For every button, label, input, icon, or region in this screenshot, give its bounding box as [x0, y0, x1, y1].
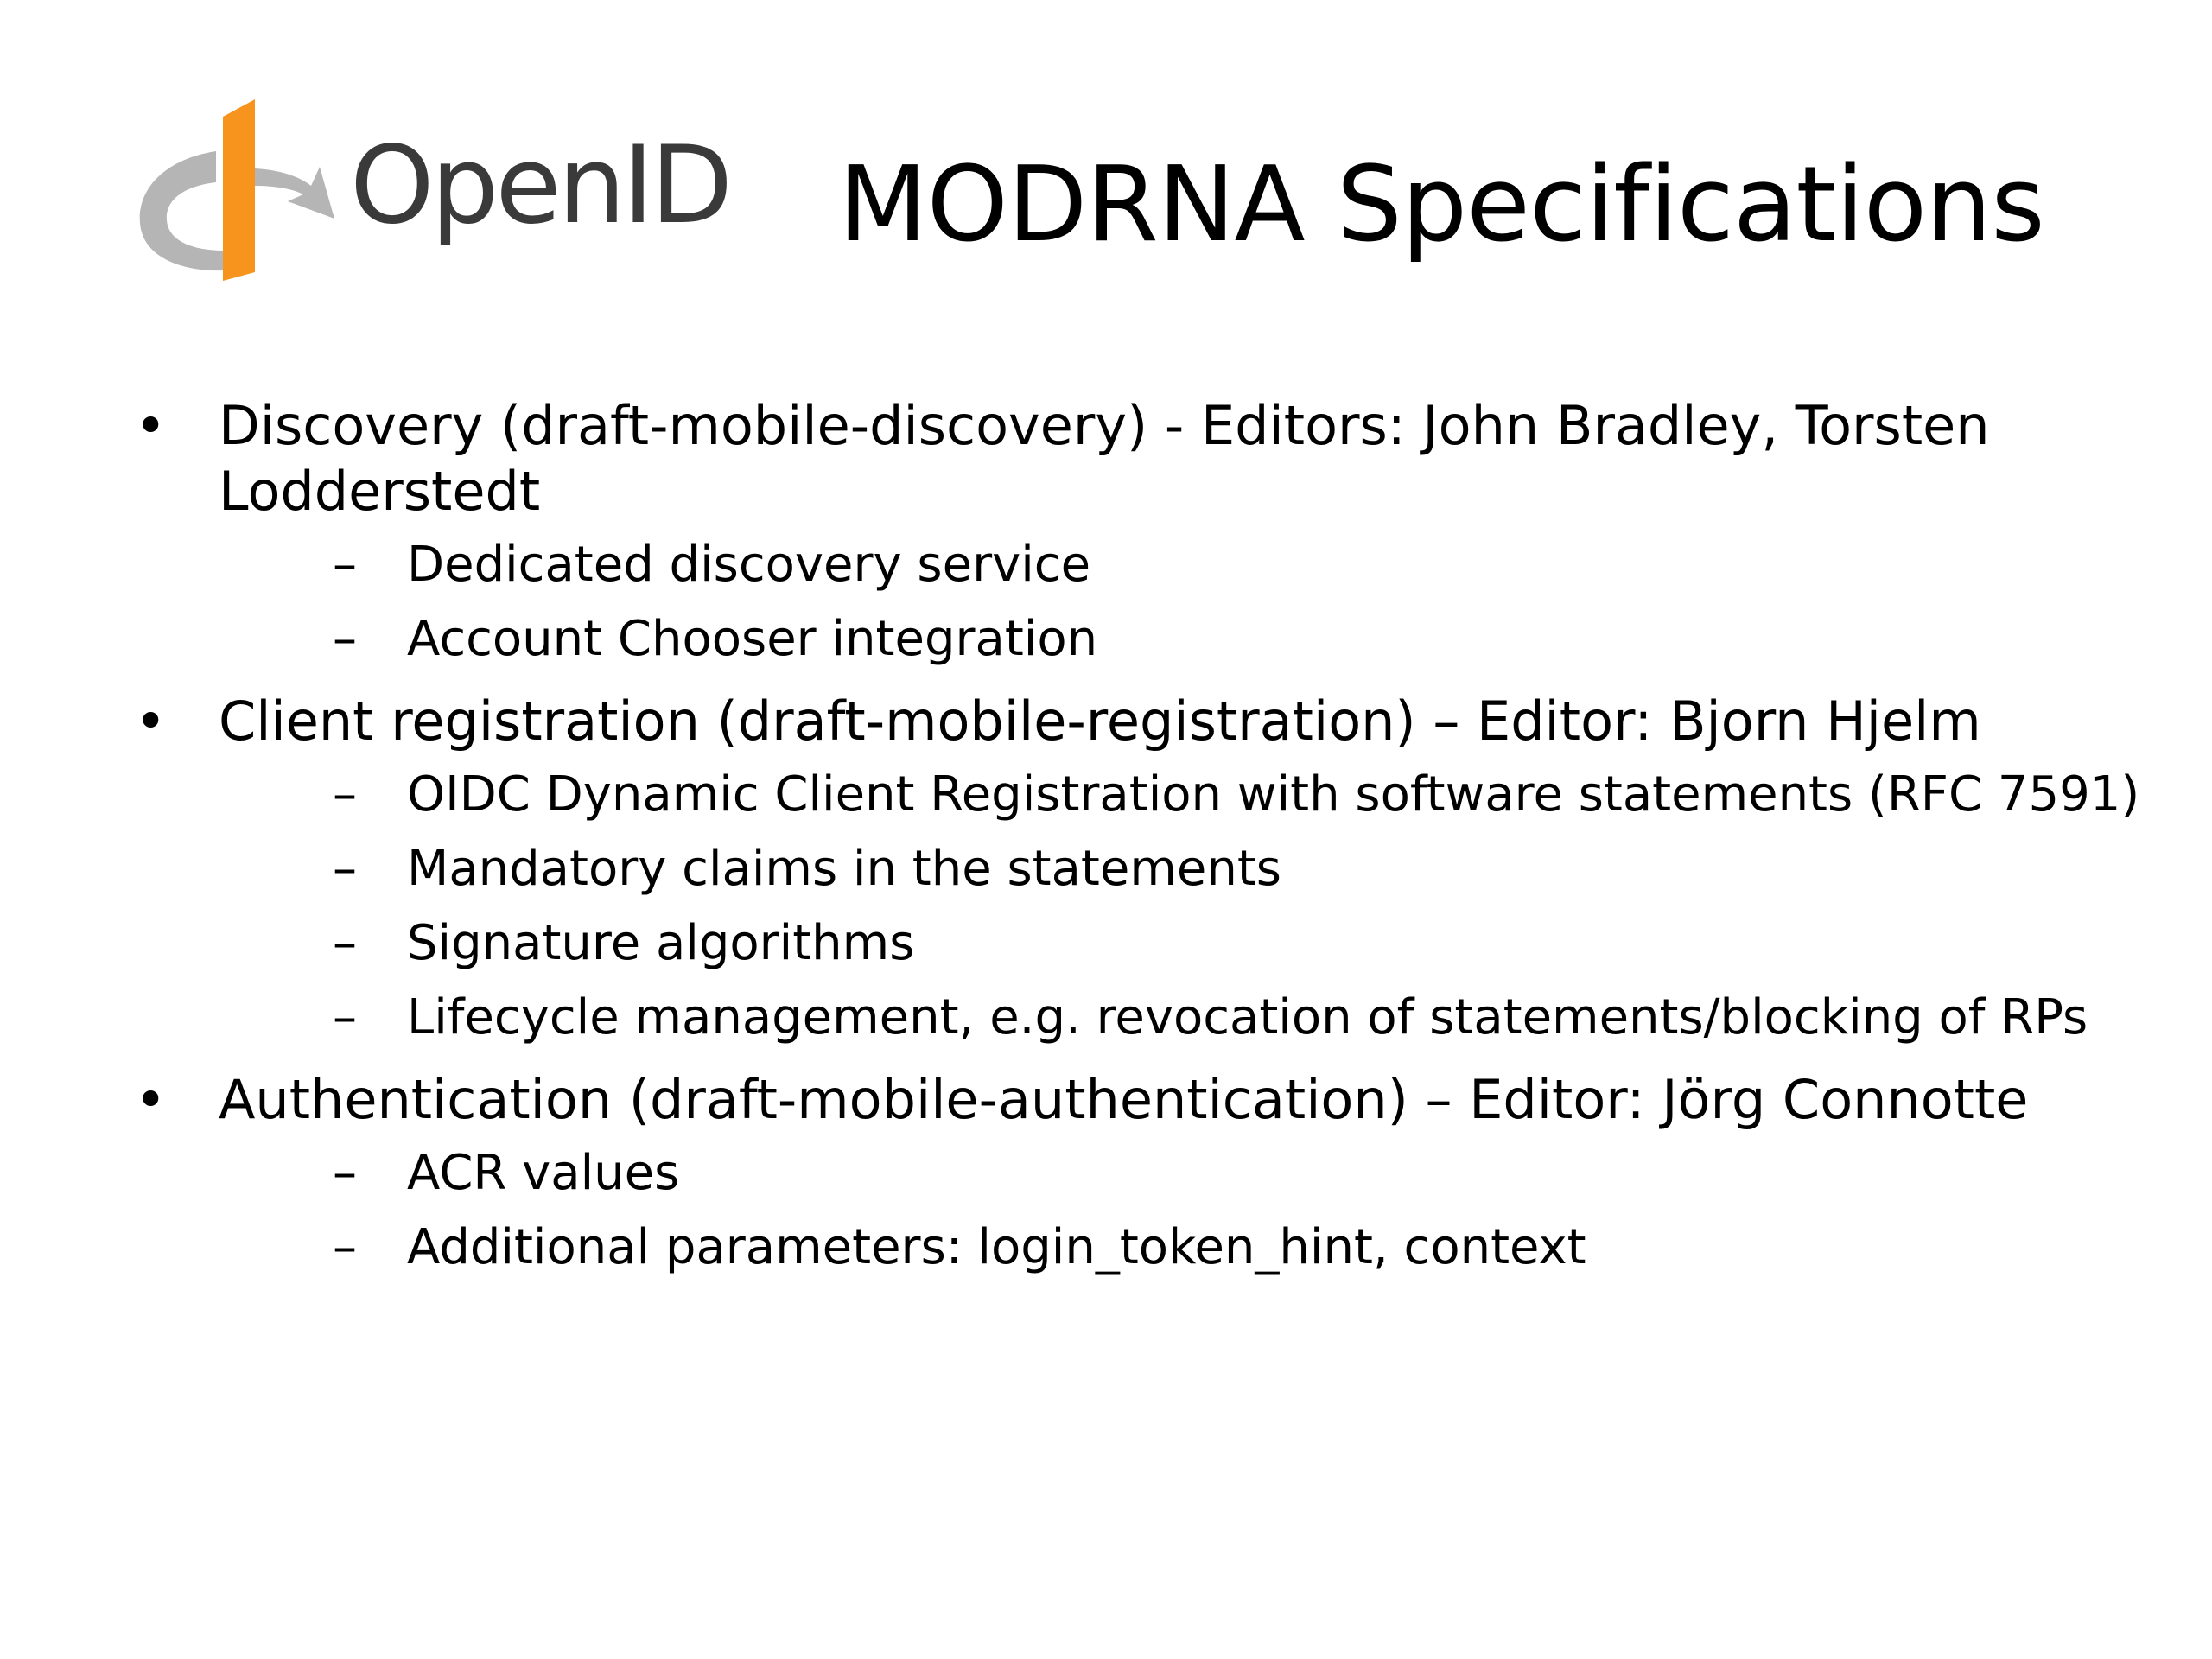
- dash-icon: –: [333, 611, 357, 667]
- sub-text: Mandatory claims in the statements: [407, 841, 1281, 897]
- bullet-text: Client registration (draft-mobile-registration) – Editor: Bjorn Hjelm: [219, 690, 1981, 753]
- sub-text: OIDC Dynamic Client Registration with software statements (RFC 7591): [407, 766, 2140, 823]
- sub-item: [219, 528, 2115, 602]
- bullet-item: [128, 689, 2140, 1055]
- sub-item: [219, 758, 2140, 832]
- dash-icon: –: [333, 915, 357, 971]
- sub-item: [219, 906, 2115, 981]
- sub-item: [219, 981, 2115, 1055]
- sub-text: Signature algorithms: [407, 915, 915, 971]
- sub-text: Dedicated discovery service: [407, 537, 1091, 593]
- bullet-item: [128, 393, 2115, 677]
- sub-list: [219, 1136, 2115, 1285]
- dash-icon: –: [333, 1145, 357, 1201]
- slide-title: MODRNA Specifications: [838, 145, 2044, 265]
- bullet-list: [128, 393, 2140, 1285]
- bullet-text: Discovery (draft-mobile-discovery) - Editors: John Bradley, Torsten Lodderstedt: [219, 394, 1990, 523]
- openid-logo: [134, 99, 730, 285]
- bullet-icon: •: [135, 690, 167, 753]
- dash-icon: –: [333, 841, 357, 897]
- dash-icon: –: [333, 1219, 357, 1275]
- sub-item: [219, 1136, 2115, 1211]
- sub-list: [219, 758, 2140, 1055]
- sub-text: ACR values: [407, 1145, 680, 1201]
- bullet-text: Authentication (draft-mobile-authentication) – Editor: Jörg Connotte: [219, 1068, 2029, 1131]
- bullet-icon: •: [135, 1068, 167, 1131]
- sub-item: [219, 602, 2115, 677]
- bullet-item: [128, 1067, 2115, 1285]
- bullet-icon: •: [135, 394, 167, 457]
- dash-icon: –: [333, 989, 357, 1046]
- sub-item: [219, 1211, 2115, 1285]
- sub-list: [219, 528, 2115, 677]
- openid-logo-text: OpenID: [350, 124, 730, 248]
- sub-text: Account Chooser integration: [407, 611, 1098, 667]
- sub-text: Additional parameters: login_token_hint, context: [407, 1219, 1586, 1275]
- dash-icon: –: [333, 537, 357, 593]
- dash-icon: –: [333, 766, 357, 823]
- openid-logo-icon: [134, 99, 341, 285]
- sub-item: [219, 832, 2115, 906]
- sub-text: Lifecycle management, e.g. revocation of statements/blocking of RPs: [407, 989, 2088, 1046]
